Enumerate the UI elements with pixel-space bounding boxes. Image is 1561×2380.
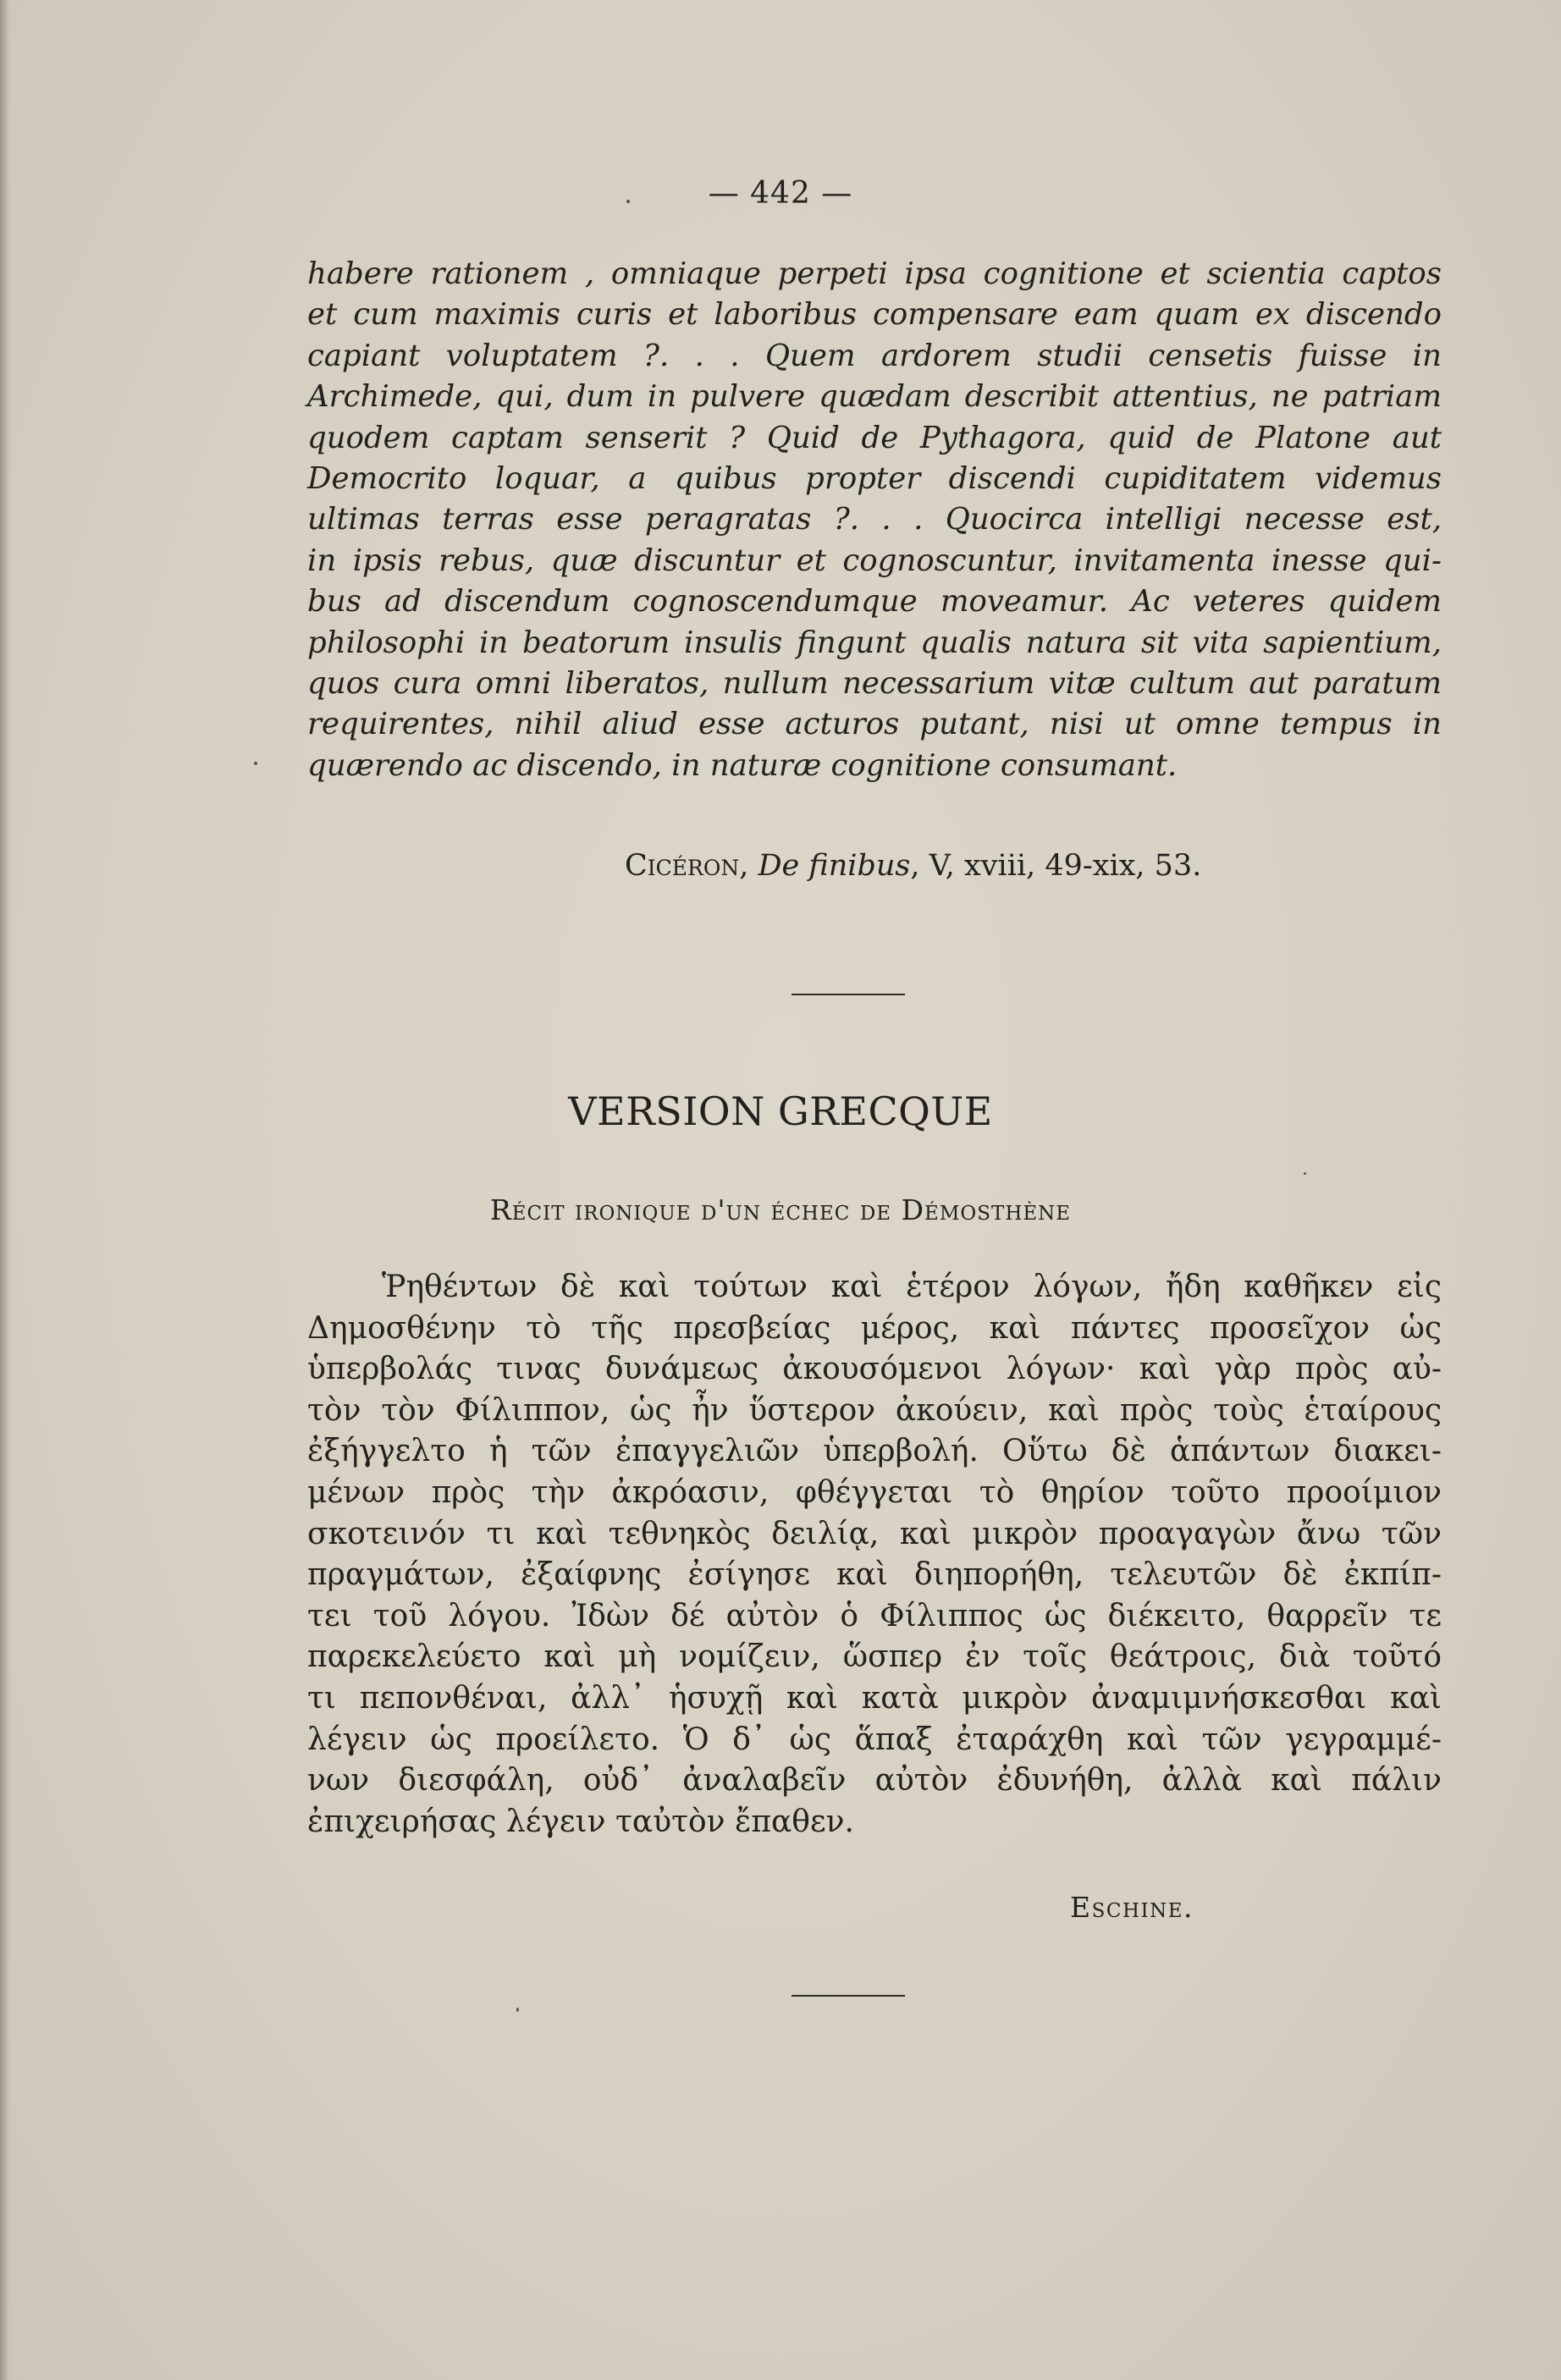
greek-passage <box>307 1267 1442 1843</box>
paper-speck <box>254 762 257 765</box>
latin-line: quodem captam senserit ? Quid de Pythagora, quid de Platone aut <box>307 420 1442 455</box>
greek-line: ὑπερβολάς τινας δυνάμεως ἀκουσόμενοι λόγων· καὶ γὰρ πρὸς αὐ- <box>307 1352 1442 1387</box>
greek-line: λέγειν ὡς προείλετο. Ὁ δ᾽ ὡς ἅπαξ ἐταράχθη καὶ τῶν γεγραμμέ- <box>307 1722 1442 1757</box>
greek-line: Ῥηθέντων δὲ καὶ τούτων καὶ ἑτέρον λόγων, ἤδη καθῆκεν εἰς <box>382 1270 1442 1304</box>
paper-speck <box>516 2008 519 2012</box>
latin-line: bus ad discendum cognoscendumque moveamur. Ac veteres quidem <box>307 584 1442 620</box>
latin-line: quos cura omni liberatos, nullum necessarium vitæ cultum aut paratum <box>307 666 1442 702</box>
section-subtitle: Récit ironique d'un échec de Démosthène <box>489 1193 1072 1226</box>
greek-line: πραγμάτων, ἐξαίφνης ἐσίγησε καὶ διηπορήθη, τελευτῶν δὲ ἐκπίπ- <box>307 1557 1442 1593</box>
latin-line: philosophi in beatorum insulis fingunt qualis natura sit vita sapientium, <box>307 625 1442 660</box>
greek-line: ἐξήγγελτο ἡ τῶν ἐπαγγελιῶν ὑπερβολή. Οὕτω δὲ ἁπάντων διακει- <box>307 1434 1442 1469</box>
greek-line: τει τοῦ λόγου. Ἰδὼν δέ αὐτὸν ὁ Φίλιππος ὡς διέκειτο, θαρρεῖν τε <box>307 1598 1442 1633</box>
latin-line: et cum maximis curis et laboribus compensare eam quam ex discendo <box>307 297 1442 333</box>
greek-line: νων διεσφάλη, οὐδ᾽ ἀναλαβεῖν αὐτὸν ἐδυνήθη, ἀλλὰ καὶ πάλιν <box>307 1763 1442 1799</box>
attribution-reference: , V, xviii, 49-xix, 53. <box>910 849 1202 883</box>
latin-line: habere rationem , omniaque perpeti ipsa cognitione et scientia captos <box>307 256 1442 291</box>
latin-line: Archimede, qui, dum in pulvere quædam describit attentius, ne patriam <box>307 379 1442 415</box>
section-divider <box>792 994 905 995</box>
latin-line: ultimas terras esse peragratas ?. . . Quocirca intelligi necesse est, <box>307 502 1442 537</box>
page-gutter-shadow <box>0 0 12 2380</box>
page-number: — 442 — <box>708 176 853 211</box>
attribution-work: De finibus <box>758 849 911 883</box>
paper-speck <box>626 200 630 203</box>
latin-line: requirentes, nihil aliud esse acturos putant, nisi ut omne tempus in <box>307 707 1442 742</box>
latin-line: Democrito loquar, a quibus propter discendi cupiditatem videmus <box>307 461 1442 497</box>
greek-line: σκοτεινόν τι καὶ τεθνηκὸς δειλίᾳ, καὶ μικρὸν προαγαγὼν ἄνω τῶν <box>307 1516 1442 1551</box>
attribution-author: Cicéron <box>625 849 740 883</box>
paper-speck <box>1304 1172 1306 1175</box>
latin-attribution: Cicéron, De finibus, V, xviii, 49-xix, 53. <box>625 849 1202 883</box>
latin-line: in ipsis rebus, quæ discuntur et cognoscuntur, invitamenta inesse qui- <box>307 543 1442 578</box>
latin-line: quærendo ac discendo, in naturæ cognitione consumant. <box>307 747 1178 783</box>
latin-line: capiant voluptatem ?. . . Quem ardorem studii censetis fuisse in <box>307 338 1442 373</box>
greek-line: Δημοσθένην τὸ τῆς πρεσβείας μέρος, καὶ πάντες προσεῖχον ὡς <box>307 1310 1442 1346</box>
greek-line: ἐπιχειρήσας λέγειν ταὐτὸν ἔπαθεν. <box>307 1804 854 1839</box>
greek-line: παρεκελεύετο καὶ μὴ νομίζειν, ὥσπερ ἐν τοῖς θεάτροις, διὰ τοῦτό <box>307 1639 1442 1675</box>
section-title: VERSION GRECQUE <box>568 1088 993 1134</box>
greek-line: μένων πρὸς τὴν ἀκρόασιν, φθέγγεται τὸ θηρίον τοῦτο προοίμιον <box>307 1474 1442 1510</box>
greek-line: τι πεπονθέναι, ἀλλ᾽ ἡσυχῇ καὶ κατὰ μικρὸν ἀναμιμνήσκεσθαι καὶ <box>307 1680 1442 1716</box>
greek-line: τὸν τὸν Φίλιππον, ὡς ἦν ὕστερον ἀκούειν, καὶ πρὸς τοὺς ἑταίρους <box>307 1392 1442 1428</box>
greek-attribution: Eschine. <box>1070 1891 1194 1924</box>
section-divider <box>792 1995 905 1997</box>
latin-passage <box>307 254 1442 786</box>
